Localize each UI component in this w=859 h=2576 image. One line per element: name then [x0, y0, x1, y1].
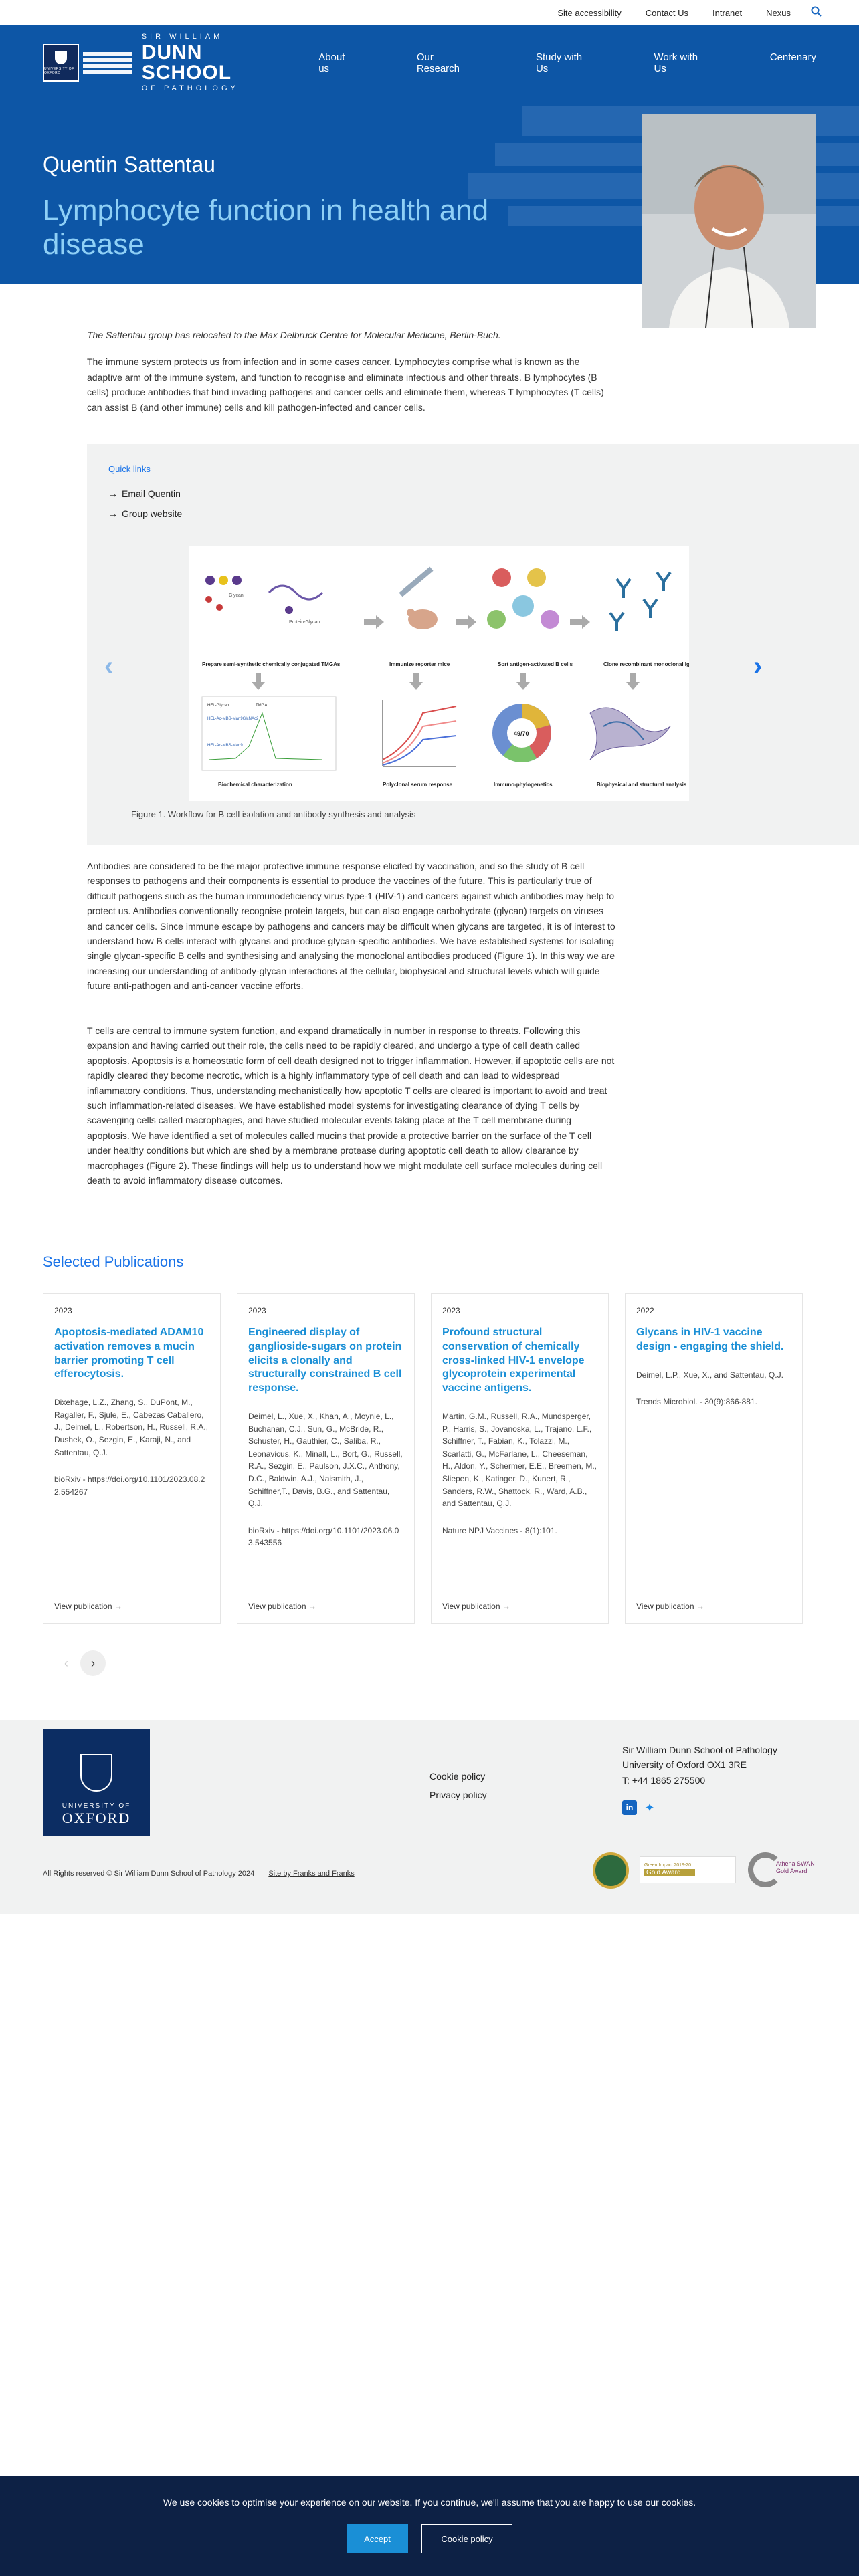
figure-step-prepare	[202, 576, 341, 667]
arrow-right-icon: →	[114, 1602, 122, 1611]
arrow-right-icon: →	[696, 1602, 704, 1611]
figure-step-structural	[590, 708, 687, 788]
logo-stripes	[83, 52, 132, 74]
publication-authors: Martin, G.M., Russell, R.A., Mundsperger, P., Harris, S., Jovanoska, L., Trajano, L.F., Schiffner, T., Fabian, K., Tolazzi, M., Scarlatti, G., McFarlane, L., Cheeseman, H., Aldon, Y., Schermer, E.E., Breemen, M., Sliepen, K., Katinger, D., Kunert, R., Sanders, R.W., Shattock, R., Ward, A.B., and Sattentau, Q.J.	[442, 1411, 597, 1509]
arrow-right-icon: →	[308, 1602, 316, 1611]
publication-source: bioRxiv - https://doi.org/10.1101/2023.06.03.543556	[248, 1525, 399, 1548]
page-person-name: Quentin Sattentau	[43, 152, 215, 177]
view-publication-label: View publication	[248, 1602, 306, 1611]
gold-award-label: Gold Award	[644, 1869, 695, 1876]
athena-swan-label: Athena SWAN Gold Award	[776, 1860, 815, 1874]
nav-about-us[interactable]: About us	[318, 51, 345, 74]
figure-label-glycan: Glycan	[229, 593, 244, 598]
publication-title[interactable]: Glycans in HIV-1 vaccine design - engaging the shield.	[636, 1327, 784, 1352]
figure-label-hel-ac-mbs-2: HEL-Ac-MBS-Man9	[207, 744, 243, 748]
figure-step-sort-label: Sort antigen-activated B cells	[498, 661, 573, 667]
publication-authors: Deimel, L., Xue, X., Khan, A., Moynie, L., Buchanan, C.J., Sun, G., McBride, R., Schuster, H., Gauthier, C., Saliba, R., Leonavicus, K., Minall, L., Bort, G., Russell, R.A., Sezgin, E., Paulson, J.X.C., Anthony, D.C., Baldwin, A.J., Naismith, J., Schiffner,T., Davis, B.G., and Sattentau, Q.J.	[248, 1411, 403, 1509]
view-publication-label: View publication	[636, 1602, 694, 1611]
brand-line1: SIR WILLIAM	[141, 33, 223, 41]
group-website-link[interactable]	[108, 508, 182, 519]
figure-step-structural-label: Biophysical and structural analysis	[597, 782, 687, 788]
bluesky-icon[interactable]: ✦	[644, 1800, 655, 1814]
figure-label-ratio: 49/70	[514, 730, 529, 737]
page-title: Lymphocyte function in health and disease	[43, 194, 489, 261]
oxford-logo-small[interactable]	[43, 44, 79, 82]
publications-prev-button[interactable]	[54, 1650, 79, 1676]
figure-step-biochemical	[202, 697, 336, 788]
copyright	[43, 1870, 355, 1878]
contact-us-link[interactable]: Contact Us	[645, 7, 689, 18]
nexus-link[interactable]: Nexus	[766, 7, 791, 18]
figure-label-hel-glycan: HEL-Glycan	[207, 704, 229, 708]
figure-label-protein-glycan: Protein-Glycan	[289, 620, 320, 625]
email-quentin-label: Email Quentin	[122, 488, 181, 499]
figure-step-immunize	[389, 567, 450, 667]
footer-links	[430, 1767, 487, 1804]
brand-line2: DUNN SCHOOL	[141, 41, 232, 84]
cookie-policy-button[interactable]: Cookie policy	[421, 2524, 512, 2553]
oxford-logo-text: UNIVERSITY OF OXFORD	[44, 67, 74, 75]
phone-number: T: +44 1865 275500	[622, 1774, 706, 1786]
quick-links-title: Quick links	[108, 464, 151, 474]
figure-step-polyclonal-label: Polyclonal serum response	[383, 782, 453, 788]
green-impact-badge	[640, 1856, 736, 1883]
publication-card	[43, 1293, 221, 1624]
nav-our-research[interactable]: Our Research	[416, 51, 460, 74]
view-publication-link[interactable]	[54, 1602, 122, 1611]
dunn-school-logo[interactable]	[142, 33, 293, 92]
oxford-logo-line1: UNIVERSITY OF	[62, 1802, 131, 1810]
oxford-logo-line2: OXFORD	[62, 1810, 131, 1826]
publication-year: 2023	[248, 1306, 266, 1315]
primary-nav	[318, 51, 816, 74]
cookie-policy-link[interactable]: Cookie policy	[430, 1771, 486, 1782]
brand-line3: OF PATHOLOGY	[141, 84, 239, 92]
carousel-next-arrow[interactable]: ›	[753, 651, 763, 681]
main-navigation-row	[43, 33, 816, 92]
intranet-link[interactable]: Intranet	[712, 7, 743, 18]
publications-next-button[interactable]	[80, 1650, 106, 1676]
figure-step-sort	[487, 568, 573, 667]
publication-card	[625, 1293, 803, 1624]
site-footer	[0, 1720, 859, 1914]
green-impact-label: Green Impact 2019-20	[644, 1863, 692, 1868]
address-line: University of Oxford OX1 3RE	[622, 1759, 747, 1771]
publication-year: 2023	[442, 1306, 460, 1315]
figure-step-immunophylogenetics	[492, 704, 553, 788]
figure-1-workflow	[189, 546, 689, 801]
arrow-right-icon: →	[108, 488, 118, 499]
figure-step-clone-label: Clone recombinant monoclonal IgG	[603, 661, 689, 667]
arrow-right-icon: →	[502, 1602, 510, 1611]
publication-source: Nature NPJ Vaccines - 8(1):101.	[442, 1525, 557, 1535]
body-paragraph-tcells: T cells are central to immune system function, and expand dramatically in number in response to threats. Following this expansion and having carried out their role, the cells need to be rapidly cleared, and undergo a type of cell death called apoptosis. Apoptosis is a homeostatic form of cell death designed not to trigger inflammation. However, if apoptotic cells are not rapidly cleared they become necrotic, which is a highly inflammatory type of cell death and can lead to widespread inflammatory conditions. Thus, understanding mechanistically how apoptotic T cells are cleared is important to avoid and treat such inflammation-related diseases. We have established model systems for investigating clearance of dying T cells by scavenging cells called macrophages, and have studied molecular events taking place at the T cell membrane during apoptosis. We have identified a set of molecules called mucins that provide a protective barrier on the surface of the T cell under healthy conditions but which are shed by a membrane protease during apoptotic cell death to allow clearance by macrophages (Figure 2). These findings will help us to understand how we might modulate cell surface molecules during cell death to avoid inflammatory disease outcomes.	[87, 1025, 615, 1186]
view-publication-link[interactable]	[442, 1602, 510, 1611]
quick-links-panel	[87, 444, 859, 845]
address-line: Sir William Dunn School of Pathology	[622, 1745, 777, 1755]
site-by-link[interactable]: Site by Franks and Franks	[268, 1870, 355, 1878]
university-of-oxford-logo[interactable]	[43, 1729, 150, 1836]
linkedin-icon[interactable]: in	[622, 1800, 637, 1815]
email-quentin-link[interactable]	[108, 488, 181, 499]
chevron-right-icon: ›	[91, 1656, 95, 1670]
figure-label-tmga: TMGA	[256, 704, 268, 708]
view-publication-link[interactable]	[636, 1602, 704, 1611]
relocation-notice: The Sattentau group has relocated to the Max Delbruck Centre for Molecular Medicine, Berlin-Buch.	[87, 330, 501, 340]
search-icon[interactable]	[811, 6, 822, 20]
publication-title[interactable]: Apoptosis-mediated ADAM10 activation removes a mucin barrier promoting T cell efferocytosis.	[54, 1327, 204, 1380]
chevron-left-icon: ‹	[64, 1656, 68, 1670]
figure-step-clone	[603, 572, 689, 667]
publication-card	[431, 1293, 609, 1624]
award-badge-seal-icon	[593, 1852, 629, 1889]
publication-authors: Dixehage, L.Z., Zhang, S., DuPont, M., Ragaller, F., Sjule, E., Cabezas Caballero, J., Deimel, L., Robertson, H., Russell, R.A., Dushek, O., Sezgin, E., Karaji, N., and Sattentau, Q.J.	[54, 1398, 209, 1457]
publication-title[interactable]: Profound structural conservation of chemically cross-linked HIV-1 envelope glycoprotein experimental vaccine antigens.	[442, 1327, 585, 1394]
publication-source: bioRxiv - https://doi.org/10.1101/2023.08.22.554267	[54, 1475, 205, 1497]
cookie-banner	[0, 2476, 859, 2576]
footer-address	[622, 1743, 777, 1788]
accept-cookies-button[interactable]: Accept	[347, 2524, 408, 2553]
view-publication-label: View publication	[442, 1602, 500, 1611]
view-publication-link[interactable]	[248, 1602, 316, 1611]
publication-year: 2022	[636, 1306, 654, 1315]
selected-publications-title: Selected Publications	[43, 1253, 184, 1270]
carousel-prev-arrow[interactable]: ‹	[104, 651, 114, 681]
intro-paragraph: The immune system protects us from infection and in some cases cancer. Lymphocytes comprise what is known as the adaptive arm of the immune system, and function to recognise and eliminate infectious and other threats. B lymphocytes (B cells) produce antibodies that bind invading pathogens and cancer cells and eliminate them, whereas T lymphocytes (T cells) can assist B (and other immune) cells and kill pathogen-infected and cancer cells.	[87, 356, 604, 413]
figure-label-hel-ac-mbs-1: HEL-Ac-MBS-Man9GlcNAc2	[207, 717, 259, 721]
oxford-crest-icon	[80, 1754, 112, 1792]
figure-step-immunize-label: Immunize reporter mice	[389, 661, 450, 667]
crest-icon	[55, 51, 67, 64]
figure-step-prepare-label: Prepare semi-synthetic chemically conjugated TMGAs	[202, 661, 341, 667]
figure-caption: Figure 1. Workflow for B cell isolation and antibody synthesis and analysis	[131, 809, 416, 819]
site-accessibility-link[interactable]: Site accessibility	[557, 7, 622, 18]
figure-step-immunophylogenetics-label: Immuno-phylogenetics	[494, 782, 553, 788]
publication-title[interactable]: Engineered display of ganglioside-sugars on protein elicits a clonally and structurally constrained B cell response.	[248, 1327, 402, 1394]
figure-step-biochemical-label: Biochemical characterization	[218, 782, 292, 788]
publication-authors: Deimel, L.P., Xue, X., and Sattentau, Q.J.	[636, 1370, 783, 1380]
privacy-policy-link[interactable]: Privacy policy	[430, 1790, 487, 1800]
group-website-label: Group website	[122, 508, 183, 519]
figure-step-polyclonal	[383, 700, 456, 788]
publication-year: 2023	[54, 1306, 72, 1315]
publication-card	[237, 1293, 415, 1624]
view-publication-label: View publication	[54, 1602, 112, 1611]
copyright-text: All Rights reserved © Sir William Dunn School of Pathology 2024	[43, 1870, 255, 1878]
utility-bar	[0, 0, 859, 25]
cookie-message: We use cookies to optimise your experience on our website. If you continue, we'll assume that you are happy to use our cookies.	[163, 2497, 696, 2508]
intro-section	[87, 328, 615, 415]
social-links	[622, 1800, 657, 1815]
nav-centenary[interactable]: Centenary	[769, 51, 816, 63]
body-paragraph-antibodies: Antibodies are considered to be the major protective immune response elicited by vaccination, and so the study of B cell responses to pathogens and their components is essential to produce the vaccines of the future. This is particularly true of difficult pathogens such as the human immunodeficiency virus type-1 (HIV-1) and cancers against which antibodies may help to protect us. Antibodies conventionally recognise protein targets, but can also engage carbohydrate (glycan) targets on viruses and cancer cells. Since immune escape by pathogens and cancers may be difficult when glycans are targeted, it is of interest to understand how B cells interact with glycans and produce glycan-specific antibodies. We have established systems for isolating single glycan-specific B cells and synthesising and analysing the monoclonal antibodies produced (Figure 1). In this way we are increasing our understanding of antibody-glycan interactions at the cellular, biophysical and structural levels which will guide future anti-pathogen and anti-cancer vaccine efforts.	[87, 861, 615, 992]
nav-study-with-us[interactable]: Study with Us	[535, 51, 583, 74]
publication-source: Trends Microbiol. - 30(9):866-881.	[636, 1397, 757, 1407]
nav-work-with-us[interactable]: Work with Us	[654, 51, 698, 74]
portrait-photo	[642, 114, 816, 328]
arrow-right-icon: →	[108, 508, 118, 519]
